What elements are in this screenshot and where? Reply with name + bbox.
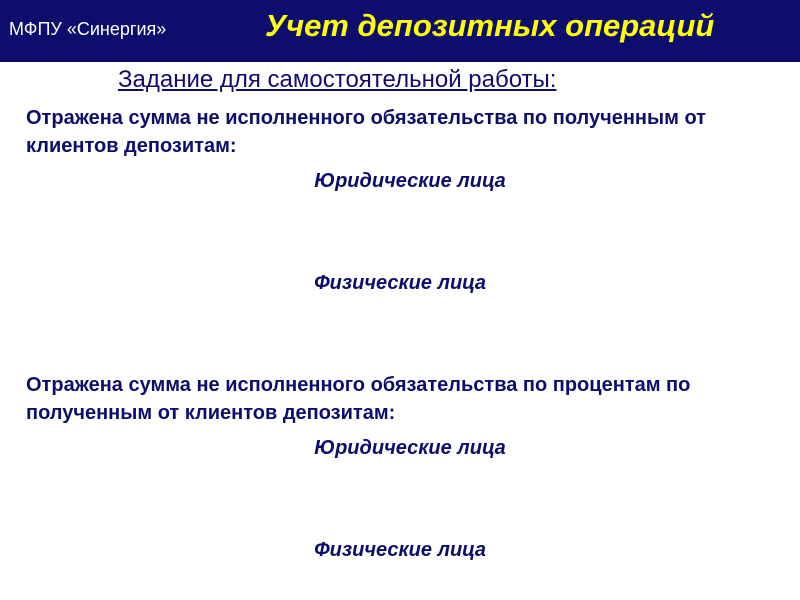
section-2-item-legal-entities: Юридические лица bbox=[314, 437, 506, 459]
task-subtitle: Задание для самостоятельной работы: bbox=[118, 66, 557, 93]
section-1-item-individuals: Физические лица bbox=[314, 272, 486, 294]
section-1-item-legal-entities: Юридические лица bbox=[314, 170, 506, 192]
section-2-text: Отражена сумма не исполненного обязательства по процентам по полученным от клиентов депозитам: bbox=[26, 374, 691, 424]
brand-label: МФПУ «Синергия» bbox=[9, 19, 167, 39]
section-1-text: Отражена сумма не исполненного обязательства по полученным от клиентов депозитам: bbox=[26, 107, 706, 157]
slide-title: Учет депозитных операций bbox=[265, 8, 715, 43]
header-bar bbox=[0, 0, 800, 62]
section-2-item-individuals: Физические лица bbox=[314, 539, 486, 561]
